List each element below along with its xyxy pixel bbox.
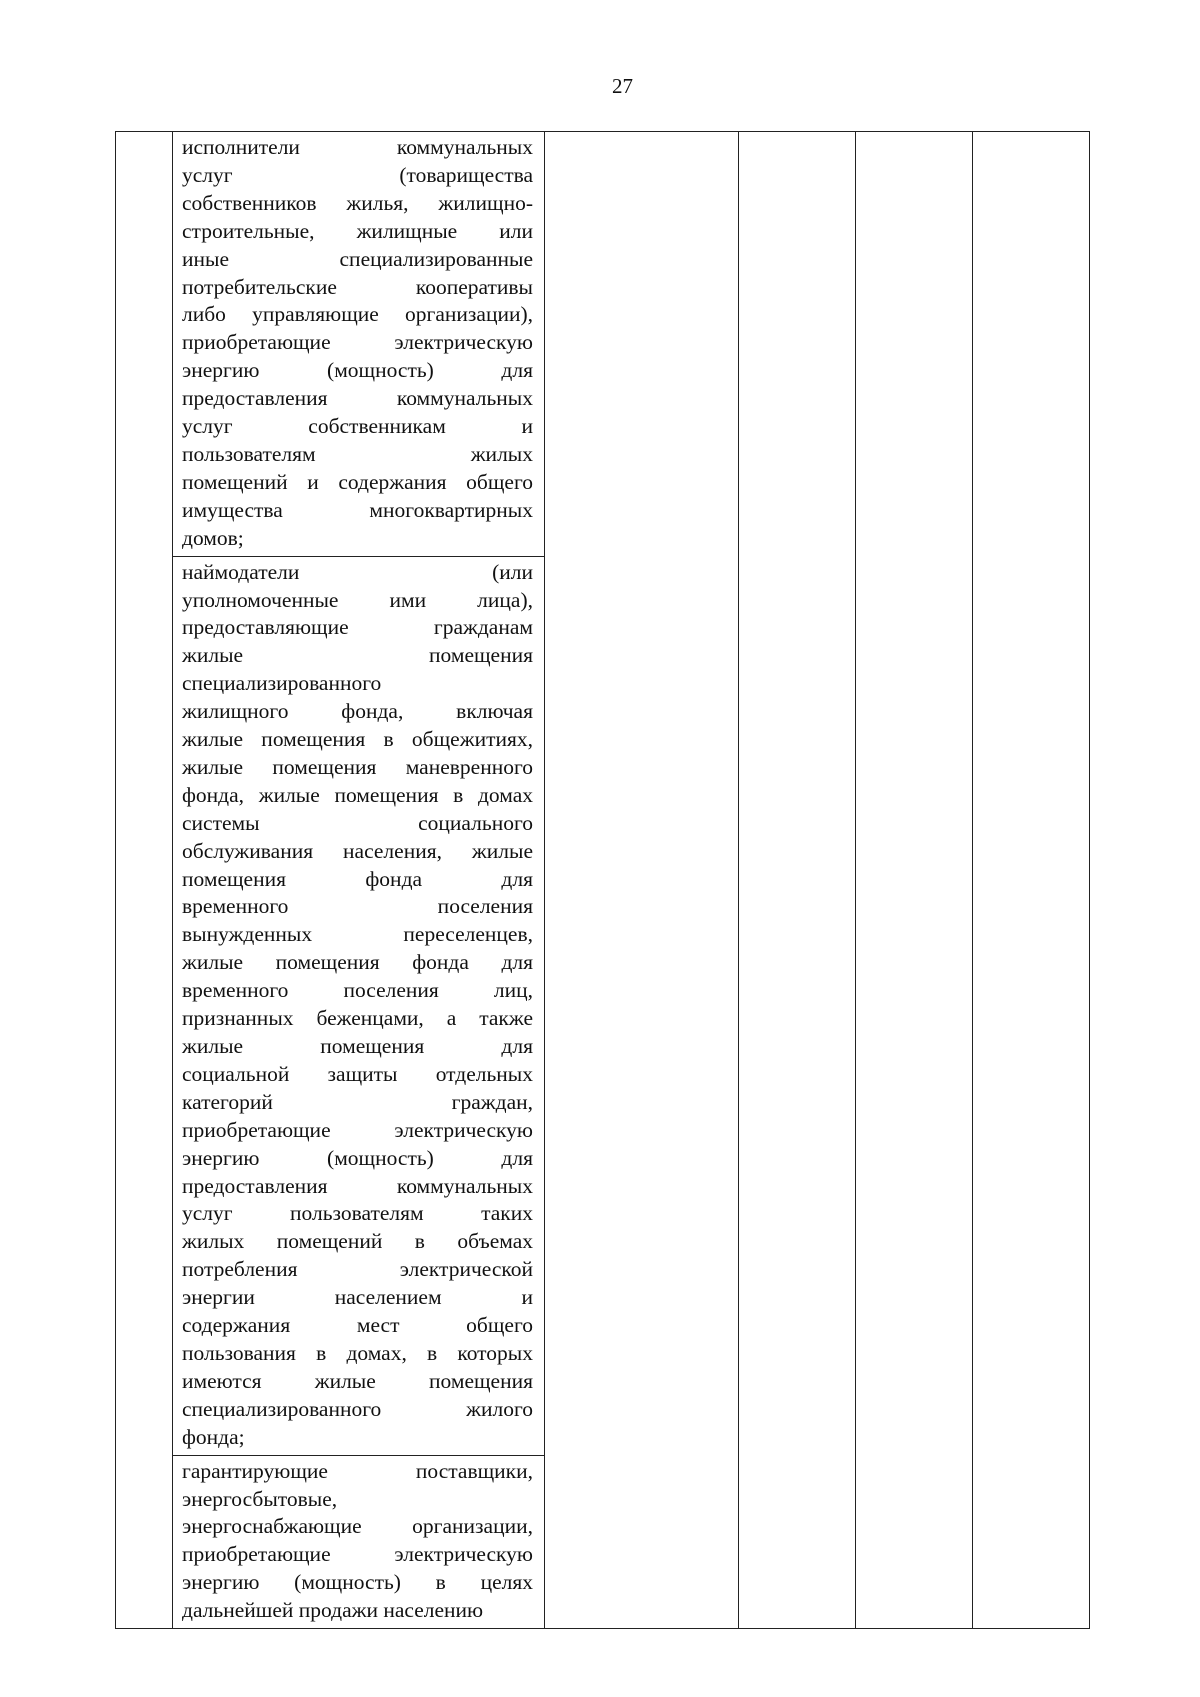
consumer-category-cell xyxy=(173,132,545,557)
text-line: жилищного фонда, включая xyxy=(182,699,533,724)
text-line: жилые помещения маневренного xyxy=(182,754,533,779)
consumer-category-cell xyxy=(173,1455,545,1628)
text-line: потребления электрической xyxy=(182,1257,533,1282)
text-line: помещения фонда для xyxy=(182,866,533,891)
text-line: гарантирующие поставщики, xyxy=(182,1458,533,1483)
category-text xyxy=(173,132,544,556)
text-line: жилых помещений в объемах xyxy=(182,1229,533,1254)
text-line: имеются жилые помещения xyxy=(182,1368,533,1393)
text-line: приобретающие электрическую xyxy=(182,1117,533,1142)
text-line: уполномоченные ими лица), xyxy=(182,587,533,612)
text-line: наймодатели (или xyxy=(182,559,533,584)
category-text xyxy=(173,557,544,1455)
text-line: помещений и содержания общего xyxy=(182,469,533,494)
empty-cell xyxy=(739,132,856,1629)
text-line: предоставляющие гражданам xyxy=(182,615,533,640)
text-line: услуг (товарищества xyxy=(182,162,533,187)
text-line: домов; xyxy=(182,525,244,550)
text-line: имущества многоквартирных xyxy=(182,497,533,522)
text-line: энергию (мощность) для xyxy=(182,1145,533,1170)
empty-cell xyxy=(973,132,1090,1629)
text-line: временного поселения лиц, xyxy=(182,978,533,1003)
text-line: потребительские кооперативы xyxy=(182,274,533,299)
number-cell xyxy=(116,132,173,1629)
text-line: жилые помещения в общежитиях, xyxy=(182,727,533,752)
text-line: услуг пользователям таких xyxy=(182,1201,533,1226)
text-line: пользования в домах, в которых xyxy=(182,1340,533,1365)
text-line: признанных беженцами, а также xyxy=(182,1006,533,1031)
text-line: иные специализированные xyxy=(182,246,533,271)
text-line: обслуживания населения, жилые xyxy=(182,838,533,863)
text-line: энергию (мощность) в целях xyxy=(182,1570,533,1595)
text-line: фонда; xyxy=(182,1424,245,1449)
text-line: жилые помещения фонда для xyxy=(182,950,533,975)
table-row xyxy=(116,132,1090,557)
consumer-category-cell xyxy=(173,556,545,1455)
text-line: специализированного xyxy=(182,671,382,696)
category-text xyxy=(173,1456,544,1628)
text-line: вынужденных переселенцев, xyxy=(182,922,533,947)
text-line: либо управляющие организации), xyxy=(182,302,533,327)
text-line: пользователям жилых xyxy=(182,441,533,466)
text-line: содержания мест общего xyxy=(182,1313,533,1338)
text-line: энергию (мощность) для xyxy=(182,358,533,383)
text-line: специализированного жилого xyxy=(182,1396,533,1421)
page-number: 27 xyxy=(612,74,633,98)
empty-cell xyxy=(856,132,973,1629)
text-line: энергосбытовые, xyxy=(182,1486,338,1511)
empty-cell xyxy=(545,132,739,1629)
text-line: приобретающие электрическую xyxy=(182,330,533,355)
text-line: жилые помещения для xyxy=(182,1034,533,1058)
text-line: собственников жилья, жилищно- xyxy=(182,190,533,215)
text-line: строительные, жилищные или xyxy=(182,218,533,243)
text-line: временного поселения xyxy=(182,894,533,919)
text-line: дальнейшей продажи населению xyxy=(182,1598,484,1623)
text-line: жилые помещения xyxy=(182,643,533,668)
text-line: системы социального xyxy=(182,810,533,835)
text-line: исполнители коммунальных xyxy=(182,135,533,159)
text-line: предоставления коммунальных xyxy=(182,1173,533,1198)
text-line: предоставления коммунальных xyxy=(182,386,533,411)
text-line: фонда, жилые помещения в домах xyxy=(182,782,533,807)
text-line: приобретающие электрическую xyxy=(182,1542,533,1567)
text-line: услуг собственникам и xyxy=(182,414,533,439)
text-line: категорий граждан, xyxy=(182,1089,533,1114)
text-line: социальной защиты отдельных xyxy=(182,1061,533,1086)
text-line: энергоснабжающие организации, xyxy=(182,1514,533,1539)
text-line: энергии населением и xyxy=(182,1285,533,1310)
tariff-table xyxy=(115,131,1090,1629)
